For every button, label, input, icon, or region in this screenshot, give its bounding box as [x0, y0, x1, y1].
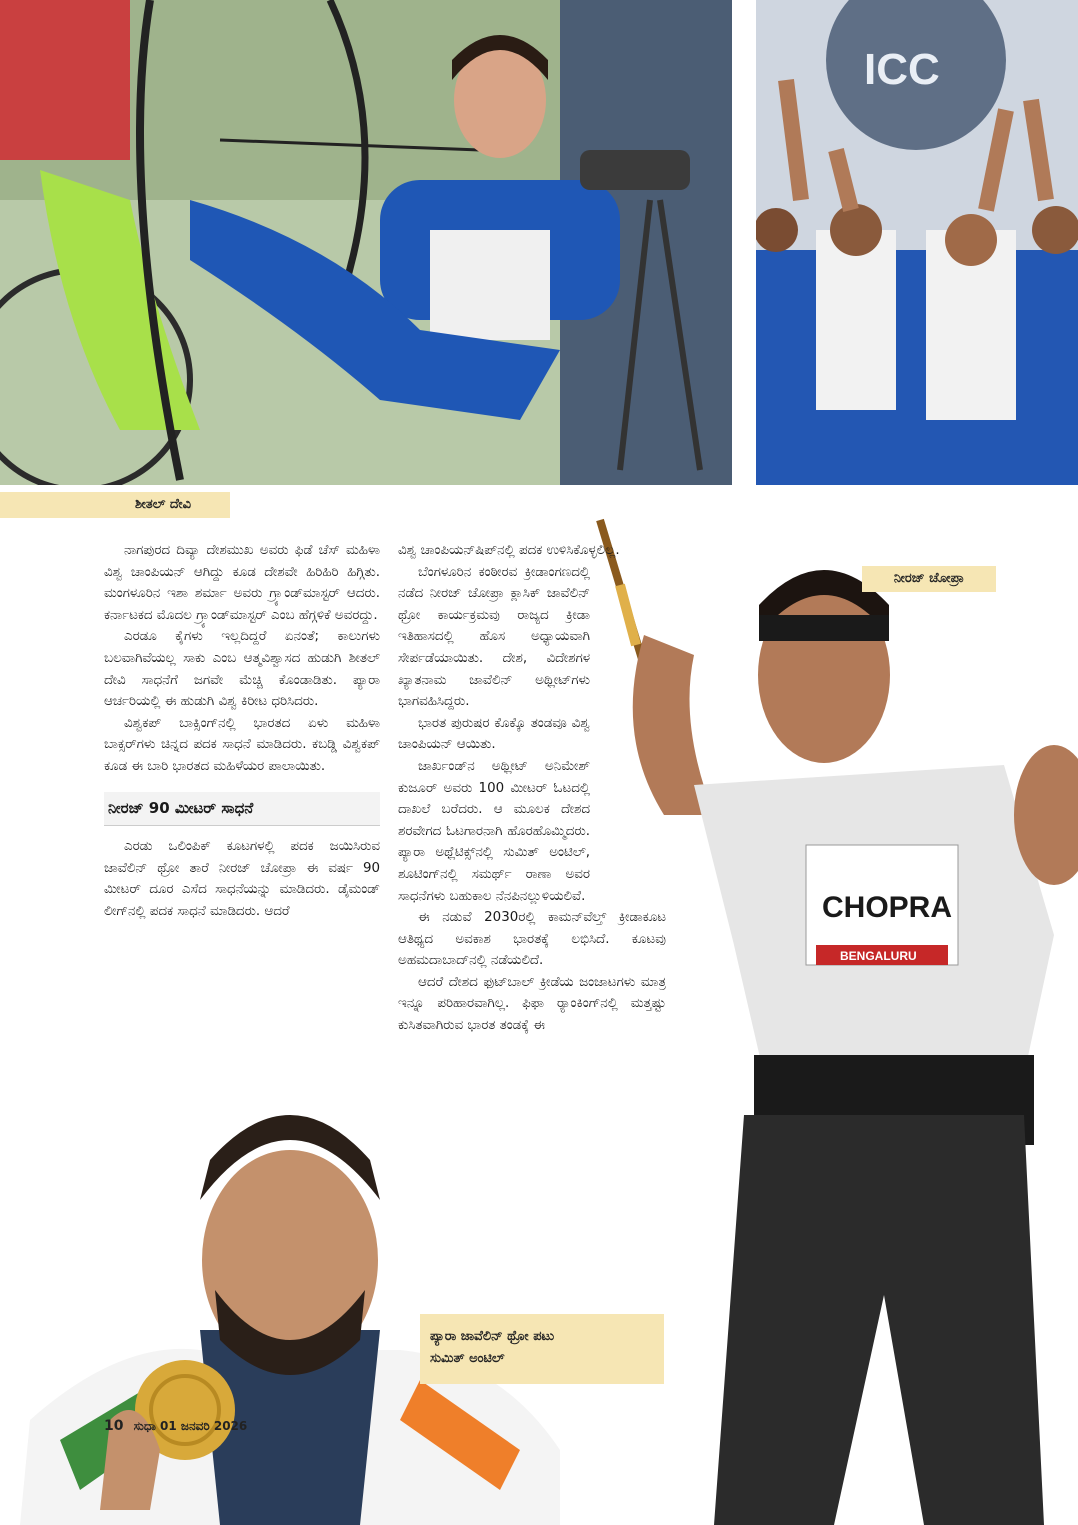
caption-sumit-antil — [420, 1314, 664, 1384]
subheading-neeraj: ನೀರಜ್ 90 ಮೀಟರ್ ಸಾಧನೆ — [104, 792, 380, 827]
narrow-text-block — [398, 562, 590, 908]
paragraph-neeraj-classic: ಬೆಂಗಳೂರಿನ ಕಂಠೀರವ ಕ್ರೀಡಾಂಗಣದಲ್ಲಿ ನಡೆದ ನೀರಜ್ ಚೋಪ್ರಾ ಕ್ಲಾಸಿಕ್ ಜಾವೆಲಿನ್ ಥ್ರೋ ಕಾರ್ಯಕ್ರಮವು ರಾಜ್ಯದ ಕ್ರೀಡಾ ಇತಿಹಾಸದಲ್ಲಿ ಹೊಸ ಅಧ್ಯಾಯವಾಗಿ ಸೇರ್ಪಡೆಯಾಯಿತು. ದೇಶ, ವಿದೇಶಗಳ ಖ್ಯಾತನಾಮ ಜಾವೆಲಿನ್ ಅಥ್ಲೀಟ್‌ಗಳು ಭಾಗವಹಿಸಿದ್ದರು. — [398, 564, 590, 710]
article-column-1 — [104, 540, 380, 923]
caption-sumit-line1: ಪ್ಯಾರಾ ಜಾವೆಲಿನ್ ಥ್ರೋ ಪಟು — [430, 1329, 555, 1344]
bib-city: BENGALURU — [840, 949, 917, 963]
medalist-illustration — [0, 1090, 572, 1525]
caption-sumit-line2: ಸುಮಿತ್ ಅಂಟಿಲ್ — [430, 1351, 505, 1366]
page-number: 10 — [104, 1418, 124, 1434]
paragraph-kho-kho: ಭಾರತ ಪುರುಷರ ಕೊಕ್ಕೊ ತಂಡವೂ ವಿಶ್ವ ಚಾಂಪಿಯನ್ ಆಯಿತು. — [398, 715, 590, 753]
paragraph-world-championship: ವಿಶ್ವ ಚಾಂಪಿಯನ್‌ಷಿಪ್‌ನಲ್ಲಿ ಪದಕ ಉಳಿಸಿಕೊಳ್ಳಲಿಲ್ಲ. — [398, 543, 620, 558]
caption-neeraj-chopra: ನೀರಜ್ ಚೋಪ್ರಾ — [862, 566, 996, 592]
archery-illustration — [0, 0, 732, 485]
caption-sheetal-devi: ಶೀತಲ್ ದೇವಿ — [0, 492, 230, 518]
issue-date: ಸುಧಾ 01 ಜನವರಿ 2026 — [133, 1419, 248, 1433]
bib-name: CHOPRA — [822, 891, 953, 924]
paragraph-sheetal-devi: ಎರಡೂ ಕೈಗಳು ಇಲ್ಲದಿದ್ದರೆ ಏನಂತೆ; ಕಾಲುಗಳು ಬಲವಾಗಿವೆಯಲ್ಲ ಸಾಕು ಎಂಬ ಆತ್ಮವಿಶ್ವಾಸದ ಹುಡುಗಿ ಶೀತಲ್ ದೇವಿ ಸಾಧನೆಗೆ ಜಗವೇ ಮೆಚ್ಚಿ ಕೊಂಡಾಡಿತು. ಪ್ಯಾರಾ ಆರ್ಚರಿಯಲ್ಲಿ ಈ ಹುಡುಗಿ ವಿಶ್ವ ಕಿರೀಟ ಧರಿಸಿದರು. — [104, 629, 380, 710]
article-column-2 — [398, 540, 666, 1037]
paragraph-football: ಆದರೆ ದೇಶದ ಫುಟ್‌ಬಾಲ್ ಕ್ರೀಡೆಯ ಜಂಜಾಟಗಳು ಮಾತ್ರ ಇನ್ನೂ ಪರಿಹಾರವಾಗಿಲ್ಲ. ಫಿಫಾ ರ‍್ಯಾಂಕಿಂಗ್‌ನಲ್ಲಿ ಮತ್ತಷ್ಟು ಕುಸಿತವಾಗಿರುವ ಭಾರತ ತಂಡಕ್ಕೆ ಈ — [398, 974, 666, 1034]
icc-logo-text: ICC — [864, 45, 940, 94]
paragraph-neeraj-90m: ಎರಡು ಒಲಿಂಪಿಕ್ ಕೂಟಗಳಲ್ಲಿ ಪದಕ ಜಯಿಸಿರುವ ಜಾವೆಲಿನ್ ಥ್ರೋ ತಾರೆ ನೀರಜ್ ಚೋಪ್ರಾ ಈ ವರ್ಷ 90 ಮೀಟರ್ ದೂರ ಎಸೆದ ಸಾಧನೆಯನ್ನು ಮಾಡಿದರು. ಡೈಮಂಡ್ ಲೀಗ್‌ನಲ್ಲಿ ಪದಕ ಸಾಧನೆ ಮಾಡಿದರು. ಆದರೆ — [104, 839, 380, 919]
paragraph-commonwealth: ಈ ನಡುವೆ 2030ರಲ್ಲಿ ಕಾಮನ್‌ವೆಲ್ತ್ ಕ್ರೀಡಾಕೂಟ ಆತಿಥ್ಯದ ಅವಕಾಶ ಭಾರತಕ್ಕೆ ಲಭಿಸಿದೆ. ಕೂಟವು ಅಹಮದಾಬಾದ್‌ನಲ್ಲಿ ನಡೆಯಲಿದೆ. — [398, 910, 666, 969]
celebration-illustration — [756, 0, 1078, 485]
paragraph-animesh-kujur: ಜಾರ್ಖಂಡ್‌ನ ಅಥ್ಲೀಟ್ ಅನಿಮೇಶ್ ಕುಜೂರ್ ಅವರು 100 ಮೀಟರ್ ಓಟದಲ್ಲಿ ದಾಖಲೆ ಬರೆದರು. ಆ ಮೂಲಕ ದೇಶದ ಶರವೇಗದ ಓಟಗಾರನಾಗಿ ಹೊರಹೊಮ್ಮಿದರು. ಪ್ಯಾರಾ ಅಥ್ಲೆಟಿಕ್ಸ್‌ನಲ್ಲಿ ಸುಮಿತ್ ಅಂಟಿಲ್, ಶೂಟಿಂಗ್‌ನಲ್ಲಿ ಸಮರ್ಥ್ ರಾಣಾ ಅವರ ಸಾಧನೆಗಳು ಬಹುಕಾಲ ನೆನಪಿನಲ್ಲುಳಿಯಲಿವೆ. — [398, 758, 590, 904]
paragraph-boxing: ವಿಶ್ವಕಪ್ ಬಾಕ್ಸಿಂಗ್‌ನಲ್ಲಿ ಭಾರತದ ಏಳು ಮಹಿಳಾ ಬಾಕ್ಸರ್‌ಗಳು ಚಿನ್ನದ ಪದಕ ಸಾಧನೆ ಮಾಡಿದರು. ಕಬಡ್ಡಿ ವಿಶ್ವಕಪ್ ಕೂಡ ಈ ಬಾರಿ ಭಾರತದ ಮಹಿಳೆಯರ ಪಾಲಾಯಿತು. — [104, 715, 380, 774]
photo-sumit-antil — [0, 1090, 572, 1525]
paragraph-divya-deshmukh: ನಾಗಪುರದ ದಿವ್ಯಾ ದೇಶಮುಖ ಅವರು ಫಿಡೆ ಚೆಸ್ ಮಹಿಳಾ ವಿಶ್ವ ಚಾಂಪಿಯನ್ ಆಗಿದ್ದು ಕೂಡ ದೇಶವೇ ಹಿರಿಹಿರಿ ಹಿಗ್ಗಿತು. ಮಂಗಳೂರಿನ ಇಶಾ ಶರ್ಮಾ ಅವರು ಗ್ರ್ಯಾಂಡ್‌ಮಾಸ್ಟರ್ ಆದರು. ಕರ್ನಾಟಕದ ಮೊದಲ ಗ್ರ್ಯಾಂಡ್‌ಮಾಸ್ಟರ್ ಎಂಬ ಹೆಗ್ಗಳಿಕೆ ಅವರದ್ದು. — [104, 543, 380, 623]
page-footer — [104, 1418, 247, 1434]
photo-sheetal-devi — [0, 0, 732, 485]
photo-icc-celebration — [756, 0, 1078, 485]
